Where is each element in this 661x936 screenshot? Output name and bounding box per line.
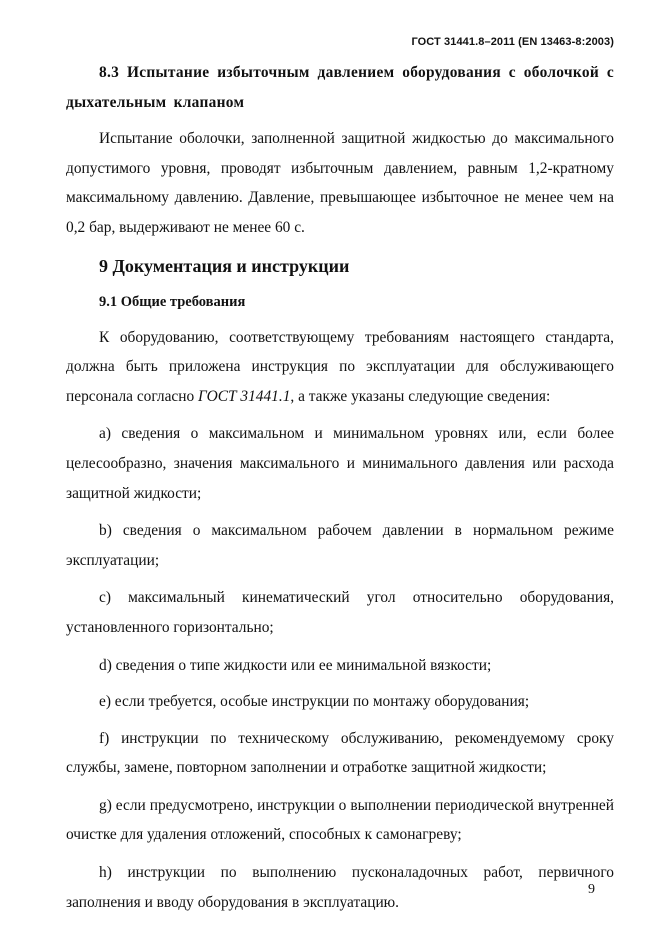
intro-text-after: , а также указаны следующие сведения:	[290, 387, 551, 405]
section-9-heading: 9 Документация и инструкции	[99, 255, 350, 276]
list-item-e: e) если требуется, особые инструкции по монтажу оборудования;	[99, 693, 530, 711]
section-8-3-paragraph: Испытание оболочки, заполненной защитной жидкостью до максимального допустимого уровня, проводят избыточным давлением, равным 1,2-кратному максимальному давлению. Давление, превышающее избыточное не менее чем на 0,2 бар, выдерживают не менее 60 с.	[66, 130, 614, 236]
section-8-3-heading: 8.3 Испытание избыточным давлением оборудования с оболочкой с дыхательным клапаном	[66, 64, 614, 111]
list-item-d: d) сведения о типе жидкости или ее минимальной вязкости;	[99, 656, 492, 674]
document-body	[66, 58, 614, 925]
intro-text-before: К оборудованию, соответствующему требованиям настоящего стандарта, должна быть приложена инструкция по эксплуатации для обслуживающего персонала согласно	[66, 328, 614, 405]
section-9-1-heading: 9.1 Общие требования	[99, 293, 246, 310]
list-item-b: b) сведения о максимальном рабочем давлении в нормальном режиме эксплуатации;	[66, 522, 614, 569]
list-item-f: f) инструкции по техническому обслуживанию, рекомендуемому сроку службы, замене, повторном заполнении и отработке защитной жидкости;	[66, 729, 614, 777]
page-header: ГОСТ 31441.8–2011 (EN 13463-8:2003)	[411, 36, 614, 48]
list-item-g: g) если предусмотрено, инструкции о выполнении периодической внутренней очистке для удаления отложений, способных к самонагреву;	[66, 796, 614, 844]
list-item-c: c) максимальный кинематический угол относительно оборудования, установленного горизонтально;	[66, 589, 614, 636]
gost-reference: ГОСТ 31441.1	[198, 387, 291, 405]
page-number: 9	[588, 882, 595, 897]
section-9-1-intro	[66, 323, 614, 412]
list-item-h: h) инструкции по выполнению пусконаладочных работ, первичного заполнения и вводу оборудования в эксплуатацию.	[66, 864, 614, 911]
list-item-a: а) сведения о максимальном и минимальном уровнях или, если более целесообразно, значения максимального и минимального давления или расхода защитной жидкости;	[66, 425, 614, 502]
